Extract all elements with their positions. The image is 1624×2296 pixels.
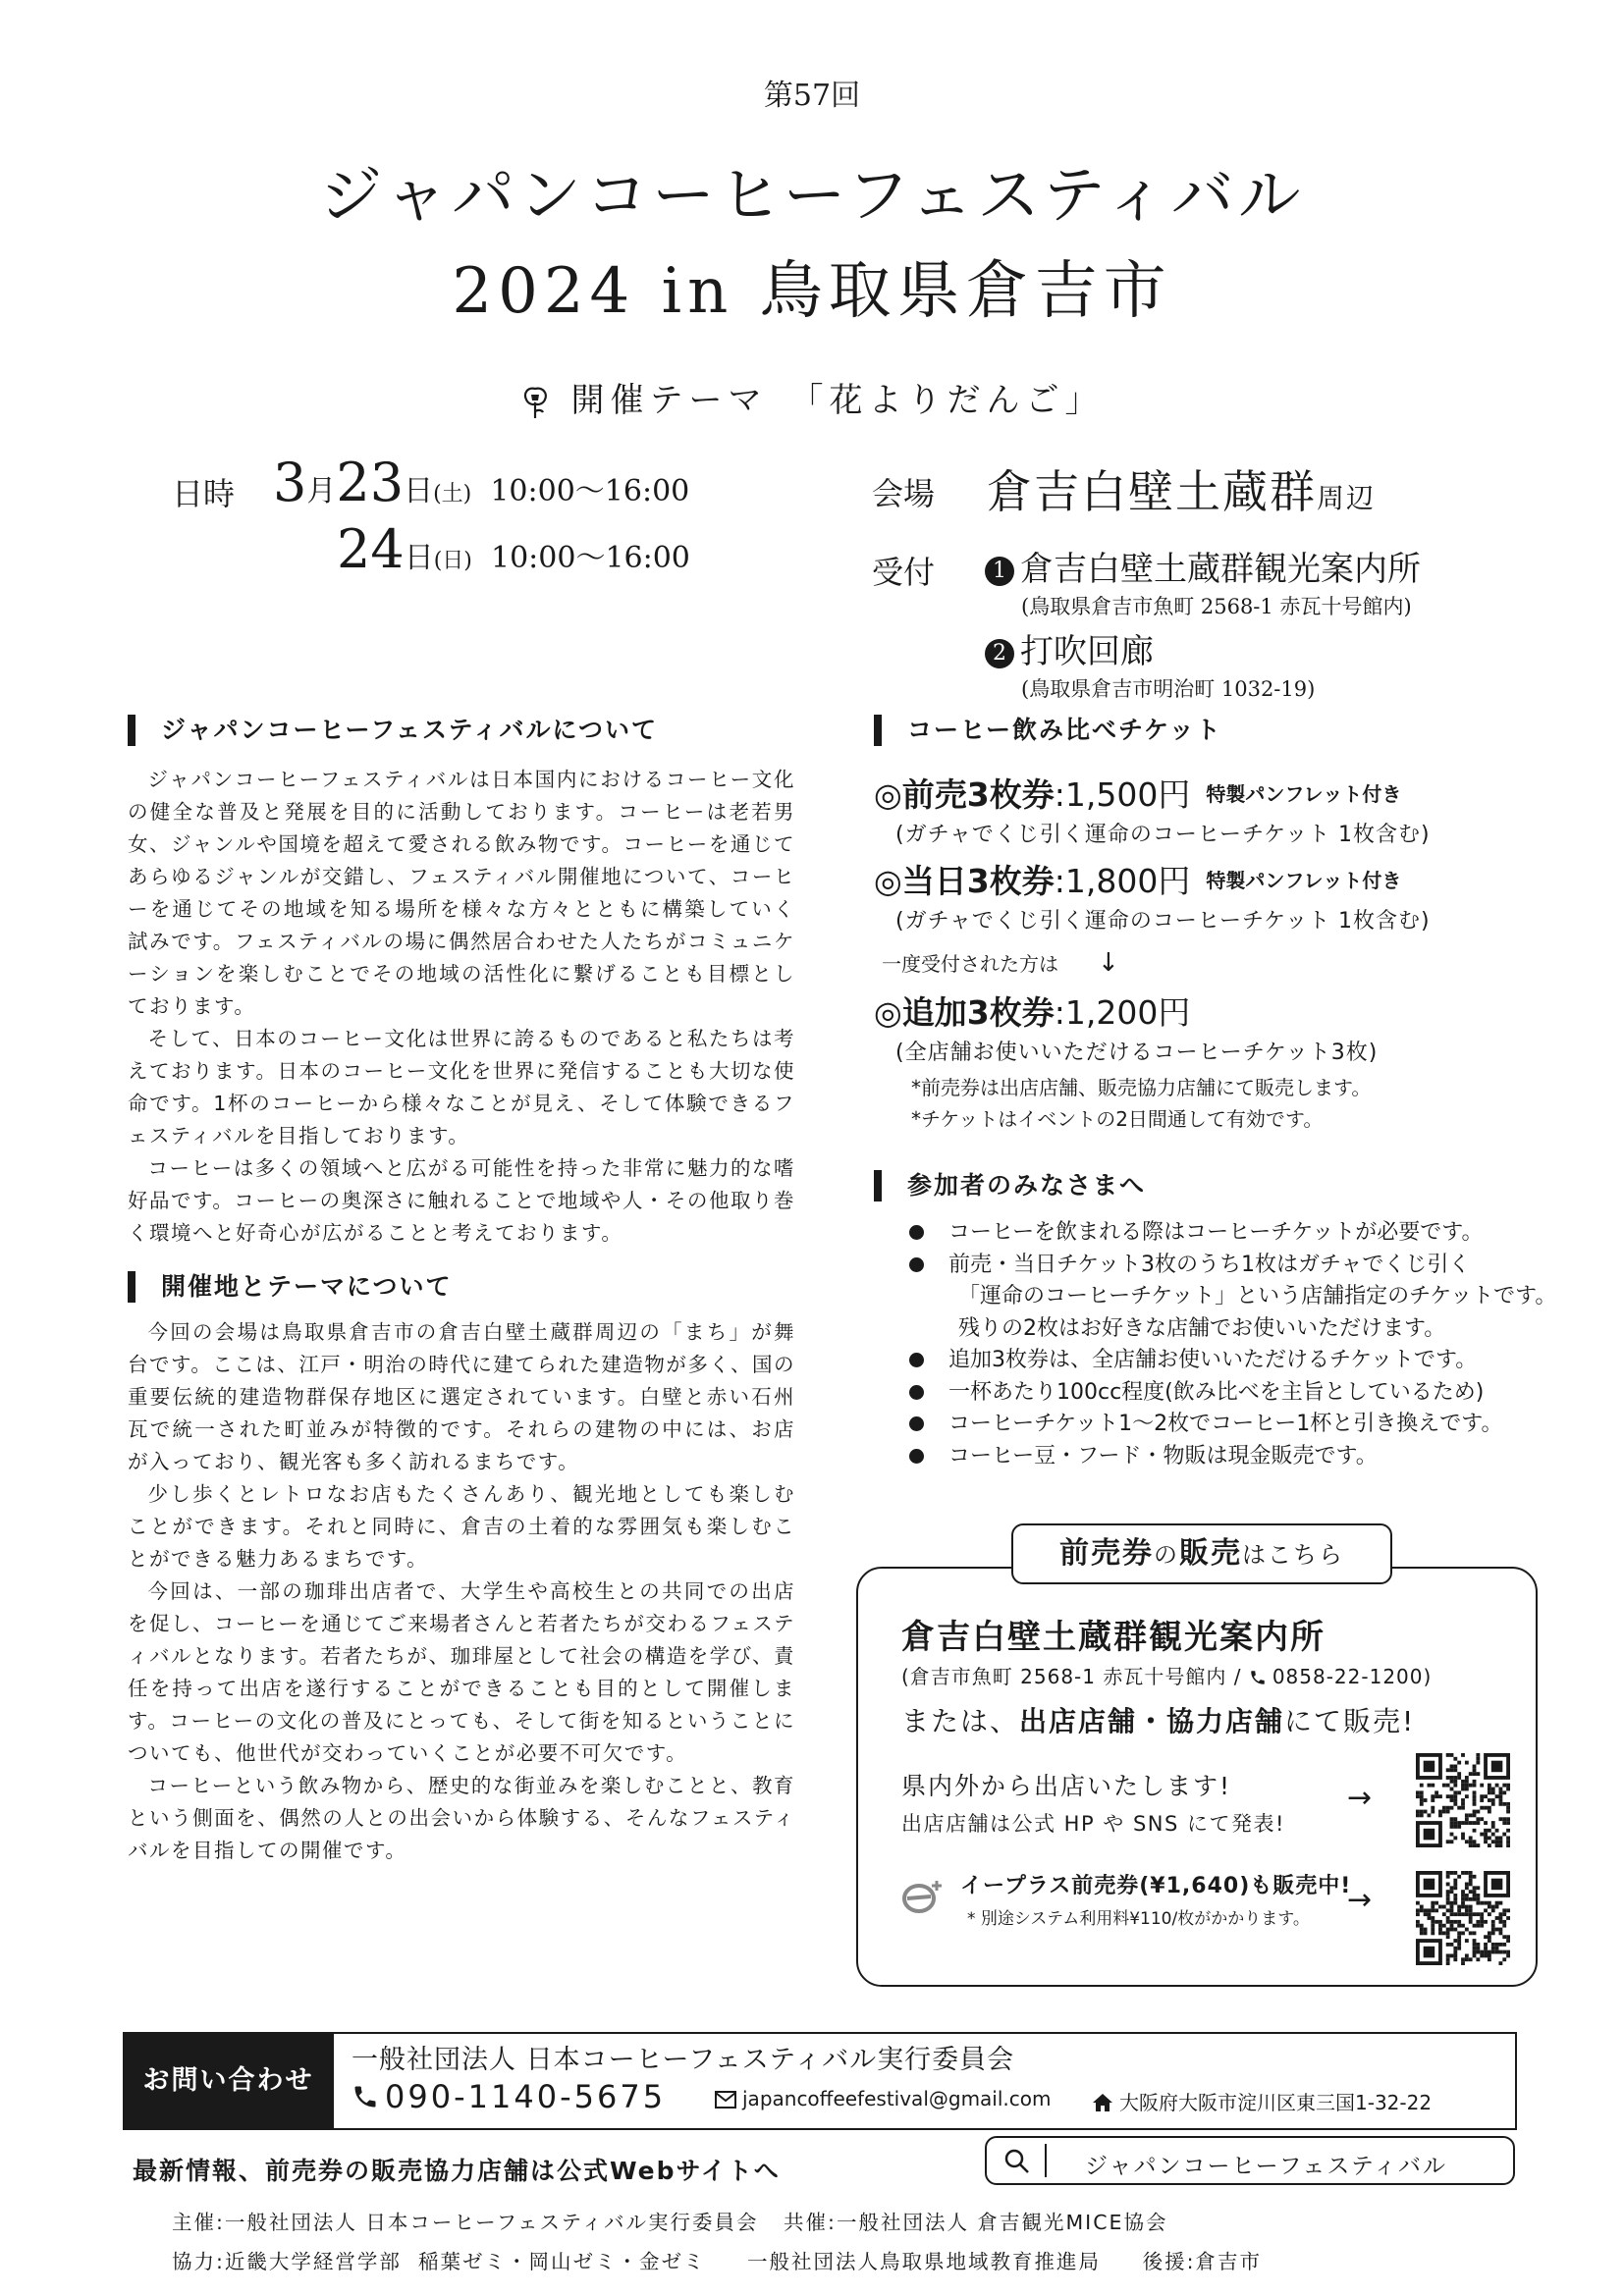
ticket-name: ◎追加3枚券 bbox=[874, 993, 1055, 1032]
ticket-sub: (ガチャでくじ引く運命のコーヒーチケット 1枚含む) bbox=[895, 823, 1431, 847]
ticket-note: *チケットはイベントの2日間通して有効です。 bbox=[911, 1107, 1324, 1131]
participants-section bbox=[874, 1170, 1561, 1472]
number-badge: 1 bbox=[985, 557, 1014, 586]
venue-theme-paragraph: 今回は、一部の珈琲出店者で、大学生や高校生との共同での出店を促し、コーヒーを通じてご来場者さんと若者たちが交わるフェスティバルとなります。若者たちが、珈琲屋として社会の構造を学び、責任を持って出店を遂行することができることも目的として開催します。コーヒーの文化の普及にとっても、そして街を知るということについても、他世代が交わっていくことが必要不可欠です。 bbox=[128, 1579, 795, 1765]
venue-theme-heading: 開催地とテーマについて bbox=[128, 1271, 795, 1303]
presale-outside-line2: 出店店舗は公式 HP や SNS にて発表! bbox=[901, 1812, 1285, 1836]
phone-icon bbox=[1249, 1669, 1267, 1686]
contact-email-text: japancoffeefestival@gmail.com bbox=[742, 2087, 1052, 2110]
list-item-text: 追加3枚券は、全店舗お使いいただけるチケットです。 bbox=[948, 1348, 1478, 1372]
contact-phone-text: 090-1140-5675 bbox=[385, 2078, 667, 2115]
ticket-additional bbox=[874, 988, 1522, 1034]
ticket-price: :1,200円 bbox=[1054, 993, 1191, 1032]
list-item bbox=[874, 1377, 1561, 1410]
day2-weekday: (日) bbox=[433, 549, 472, 573]
list-item-text: 前売・当日チケット3枚のうち1枚はガチャでくじ引く bbox=[948, 1252, 1471, 1277]
once-text: 一度受付された方は bbox=[882, 952, 1058, 976]
list-item bbox=[874, 1409, 1561, 1441]
presale-phone: 0858-22-1200) bbox=[1272, 1665, 1433, 1688]
day1-month-unit: 月 bbox=[306, 474, 337, 508]
reception-address: (鳥取県倉吉市明治町 1032-19) bbox=[1021, 677, 1316, 701]
presale-also bbox=[901, 1700, 1415, 1739]
reception-address: (鳥取県倉吉市魚町 2568-1 赤瓦十号館内) bbox=[1021, 595, 1412, 618]
ticket-sameday bbox=[874, 856, 1522, 902]
theme-label: 開催テーマ bbox=[570, 381, 768, 420]
qr-code-icon[interactable] bbox=[1416, 1871, 1510, 1965]
day1-month: 3 bbox=[273, 452, 307, 513]
presale-also-text: にて販売! bbox=[1284, 1705, 1416, 1737]
ticket-presale bbox=[874, 770, 1522, 816]
day2-time: 10:00〜16:00 bbox=[490, 541, 690, 575]
list-item bbox=[874, 1217, 1561, 1250]
venue-name-text: 倉吉白壁土蔵群 bbox=[987, 465, 1317, 518]
eplus-line2: * 別途システム利用料¥110/枚がかかります。 bbox=[967, 1909, 1310, 1929]
page-title-line1: ジャパンコーヒーフェスティバル bbox=[319, 160, 1305, 233]
presale-address-text: (倉吉市魚町 2568-1 赤瓦十号館内 / bbox=[901, 1665, 1249, 1688]
ticket-extra: 特製パンフレット付き bbox=[1206, 869, 1402, 892]
search-icon bbox=[1003, 2148, 1031, 2175]
day2-date: 24 bbox=[337, 518, 405, 580]
left-column bbox=[128, 715, 795, 1867]
list-item bbox=[874, 1250, 1561, 1282]
day2-date-unit: 日 bbox=[404, 541, 434, 575]
reception-item-2 bbox=[985, 624, 1154, 672]
organizers bbox=[172, 2203, 1262, 2281]
mail-icon bbox=[715, 2091, 736, 2109]
ticket-name: ◎当日3枚券 bbox=[874, 862, 1055, 900]
contact-address-text: 大阪府大阪市淀川区東三国1-32-22 bbox=[1119, 2091, 1433, 2114]
venue-name bbox=[987, 456, 1376, 521]
bullet-icon bbox=[909, 1225, 924, 1240]
down-arrow-icon: ↓ bbox=[1098, 948, 1119, 978]
ticket-extra: 特製パンフレット付き bbox=[1206, 782, 1402, 806]
list-item bbox=[874, 1345, 1561, 1377]
about-heading: ジャパンコーヒーフェスティバルについて bbox=[128, 715, 795, 746]
contact-email[interactable] bbox=[715, 2087, 1052, 2110]
presale-also-text: または、 bbox=[901, 1705, 1020, 1737]
day1-date-unit: 日 bbox=[404, 474, 434, 508]
day1-time: 10:00〜16:00 bbox=[490, 474, 690, 508]
search-divider bbox=[1045, 2144, 1047, 2177]
list-item-text: コーヒー豆・フード・物販は現金販売です。 bbox=[948, 1443, 1378, 1468]
qr-code-icon[interactable] bbox=[1416, 1753, 1510, 1847]
theme-value: 「花よりだんご」 bbox=[806, 381, 1105, 420]
ticket-note: *前売券は出店店舗、販売協力店舗にて販売します。 bbox=[911, 1076, 1372, 1099]
presale-tab-text: 前売券 bbox=[1059, 1536, 1154, 1571]
ticket-price: :1,500円 bbox=[1054, 775, 1191, 814]
bullet-icon bbox=[909, 1257, 924, 1272]
venue-suffix: 周辺 bbox=[1317, 482, 1377, 514]
presale-shop-name: 倉吉白壁土蔵群観光案内所 bbox=[901, 1618, 1326, 1657]
list-item-continued bbox=[874, 1281, 1561, 1313]
day1-weekday: (土) bbox=[433, 482, 472, 507]
number-badge: 2 bbox=[985, 639, 1014, 668]
eplus-line1: イープラス前売券(¥1,640)も販売中! bbox=[960, 1874, 1352, 1898]
home-icon bbox=[1092, 2093, 1113, 2112]
about-paragraph: コーヒーは多くの領域へと広がる可能性を持った非常に魅力的な嗜好品です。コーヒーの奥深さに触れることで地域や人・その他取り巻く環境へと好奇心が広がることと考えております。 bbox=[128, 1156, 795, 1245]
ticket-sub: (全店舗お使いいただけるコーヒーチケット3枚) bbox=[895, 1041, 1379, 1065]
edition-number: 第57回 bbox=[763, 79, 861, 113]
list-item-text: コーヒーを飲まれる際はコーヒーチケットが必要です。 bbox=[948, 1220, 1484, 1245]
flower-icon bbox=[520, 385, 550, 420]
contact-address bbox=[1092, 2087, 1432, 2115]
once-received-note bbox=[882, 948, 1522, 978]
tickets-section bbox=[874, 715, 1522, 1135]
presale-tab-text: 販売 bbox=[1179, 1536, 1242, 1571]
presale-outside-line1: 県内外から出店いたします! bbox=[901, 1772, 1232, 1800]
about-paragraph: そして、日本のコーヒー文化は世界に誇るものであると私たちは考えております。日本のコーヒー文化を世界に発信することも大切な使命です。1杯のコーヒーから様々なことが見え、そして体験できるフェスティバルを目指しております。 bbox=[128, 1027, 795, 1148]
organizers-line2: 協力:近畿大学経営学部 稲葉ゼミ・岡山ゼミ・金ゼミ 一般社団法人鳥取県地域教育推進局 後援:倉吉市 bbox=[172, 2250, 1263, 2273]
ticket-sub: (ガチャでくじ引く運命のコーヒーチケット 1枚含む) bbox=[895, 909, 1431, 934]
reception-name: 倉吉白壁土蔵群観光案内所 bbox=[1020, 550, 1421, 589]
participants-heading: 参加者のみなさまへ bbox=[874, 1170, 1561, 1201]
reception-name: 打吹回廊 bbox=[1020, 632, 1154, 671]
latest-info: 最新情報、前売券の販売協力店舗は公式Webサイトへ bbox=[133, 2157, 781, 2185]
presale-address bbox=[901, 1661, 1432, 1689]
presale-tab-text: の bbox=[1154, 1541, 1179, 1569]
day1-date: 23 bbox=[336, 452, 405, 513]
bullet-icon bbox=[909, 1449, 924, 1464]
venue-label: 会場 bbox=[872, 475, 936, 512]
date-day2 bbox=[337, 518, 690, 580]
ticket-price: :1,800円 bbox=[1054, 862, 1191, 900]
list-item-text: 残りの2枚はお好きな店舗でお使いいただけます。 bbox=[958, 1315, 1446, 1341]
arrow-right-icon: → bbox=[1347, 1781, 1373, 1815]
search-keyword: ジャパンコーヒーフェスティバル bbox=[1085, 2154, 1448, 2179]
presale-also-text: 出店店舗・協力店舗 bbox=[1019, 1705, 1285, 1737]
presale-tab-text: はこちら bbox=[1242, 1541, 1344, 1569]
venue-theme-paragraph: 少し歩くとレトロなお店もたくさんあり、観光地としても楽しむことができます。それと同時に、倉吉の土着的な雰囲気も楽しむことができる魅力あるまちです。 bbox=[128, 1482, 795, 1571]
presale-tab bbox=[1011, 1523, 1392, 1584]
contact-phone bbox=[352, 2078, 666, 2115]
arrow-right-icon: → bbox=[1347, 1883, 1373, 1917]
bullet-icon bbox=[909, 1416, 924, 1431]
list-item-text: 一杯あたり100cc程度(飲み比べを主旨としているため) bbox=[948, 1379, 1485, 1405]
ticket-name: ◎前売3枚券 bbox=[874, 775, 1055, 814]
contact-label: お問い合わせ bbox=[123, 2032, 334, 2130]
venue-theme-paragraph: 今回の会場は鳥取県倉吉市の倉吉白壁土蔵群周辺の「まち」が舞台です。ここは、江戸・明治の時代に建てられた建造物が多く、国の重要伝統的建造物群保存地区に選定されています。白壁と赤い石州瓦で統一された町並みが特徴的です。それらの建物の中には、お店が入っており、観光客も多く訪れるまちです。 bbox=[128, 1320, 795, 1473]
tickets-heading: コーヒー飲み比べチケット bbox=[874, 715, 1522, 746]
page-title-line2: 2024 in 鳥取県倉吉市 bbox=[452, 255, 1172, 328]
contact-org: 一般社団法人 日本コーヒーフェスティバル実行委員会 bbox=[352, 2045, 1015, 2075]
theme-row bbox=[0, 373, 1624, 421]
list-item-text: 「運命のコーヒーチケット」という店舗指定のチケットです。 bbox=[958, 1284, 1557, 1308]
reception-item-1 bbox=[985, 542, 1421, 590]
list-item-text: コーヒーチケット1〜2枚でコーヒー1杯と引き換えです。 bbox=[948, 1412, 1503, 1436]
about-paragraph: ジャパンコーヒーフェスティバルは日本国内におけるコーヒー文化の健全な普及と発展を目的に活動しております。コーヒーは老若男女、ジャンルや国境を超えて愛される飲み物です。コーヒーを通じてあらゆるジャンルが交錯し、フェスティバル開催地について、コーヒーを通じてその地域を知る場所を様々な方々とともに構築していく試みです。フェスティバルの場に偶然居合わせた人たちがコミュニケーションを楽しむことでその地域の活性化に繋げることも目標としております。 bbox=[128, 768, 795, 1018]
eplus-logo-icon bbox=[901, 1875, 948, 1914]
date-day1 bbox=[273, 452, 689, 513]
phone-icon bbox=[352, 2083, 379, 2110]
reception-label: 受付 bbox=[872, 554, 936, 591]
bullet-icon bbox=[909, 1385, 924, 1400]
list-item-continued bbox=[874, 1313, 1561, 1346]
date-label: 日時 bbox=[172, 475, 236, 512]
bullet-icon bbox=[909, 1353, 924, 1367]
organizers-line1: 主催:一般社団法人 日本コーヒーフェスティバル実行委員会 共催:一般社団法人 倉吉観光MICE協会 bbox=[172, 2211, 1168, 2234]
venue-theme-paragraph: コーヒーという飲み物から、歴史的な街並みを楽しむことと、教育という側面を、偶然の人との出会いから体験する、そんなフェスティバルを目指しての開催です。 bbox=[128, 1774, 795, 1862]
list-item bbox=[874, 1441, 1561, 1473]
